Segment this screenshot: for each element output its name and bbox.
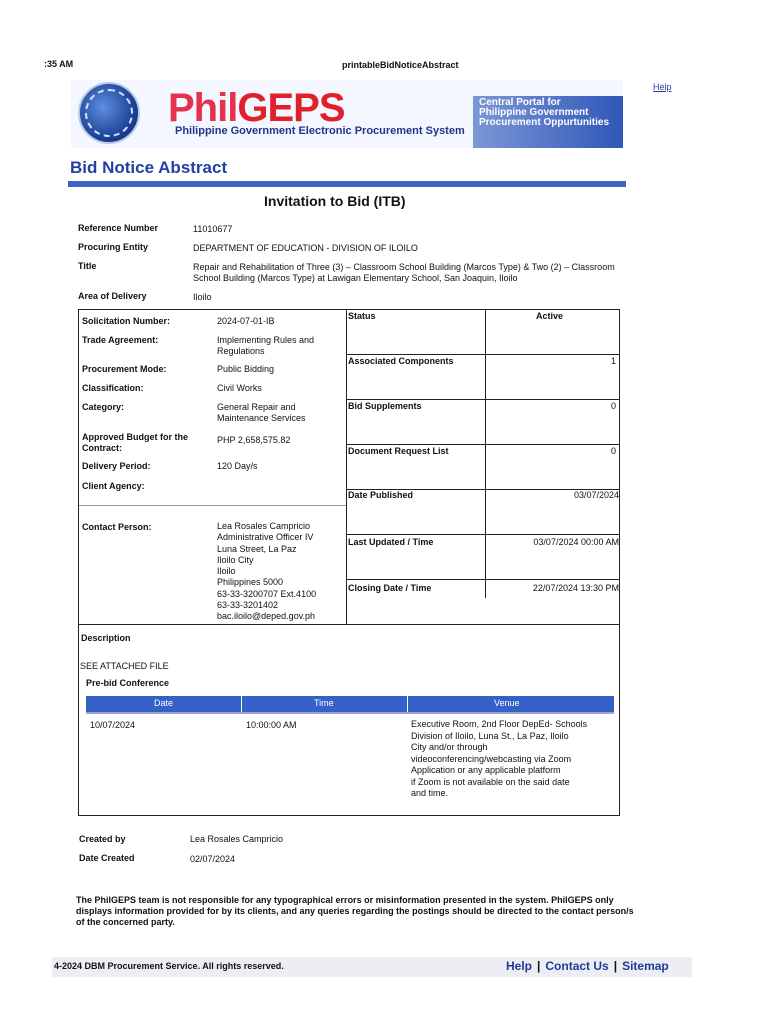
document-request-list-value: 0	[610, 446, 616, 456]
status-value: Active	[536, 311, 564, 321]
notice-type-heading: Invitation to Bid (ITB)	[264, 193, 406, 209]
prebid-header-venue: Venue	[494, 698, 520, 708]
client-agency-label: Client Agency:	[82, 481, 145, 491]
contact-fax: 63-33-3201402	[217, 600, 279, 611]
prebid-header-time: Time	[314, 698, 334, 708]
title-label: Title	[78, 261, 97, 271]
contact-email: bac.iloilo@deped.gov.ph	[217, 611, 316, 622]
contact-country: Philippines 5000	[217, 577, 284, 588]
contact-street: Luna Street, La Paz	[217, 543, 297, 554]
contact-phone: 63-33-3200707 Ext.4100	[217, 588, 317, 599]
prebid-header-underline	[86, 712, 614, 714]
contact-city: Iloilo City	[217, 554, 254, 565]
philgeps-wordmark: PhilGEPS	[168, 86, 345, 130]
trade-agreement-label: Trade Agreement:	[82, 335, 159, 345]
print-document-title: printableBidNoticeAbstract	[342, 60, 459, 70]
last-updated-label: Last Updated / Time	[348, 537, 434, 547]
description-label: Description	[81, 633, 131, 643]
contact-name: Lea Rosales Campricio	[217, 521, 311, 531]
contact-province: Iloilo	[217, 566, 236, 577]
procuring-entity-value: DEPARTMENT OF EDUCATION - DIVISION OF ILOILO	[193, 243, 418, 253]
abc-label: Approved Budget for the Contract:	[82, 432, 188, 453]
contact-position: Administrative Officer IV	[217, 532, 314, 543]
created-by-label: Created by	[79, 834, 126, 844]
prebid-venue: Executive Room, 2nd Floor DepEd- Schools Division of Iloilo, Luna St., La Paz, Iloilo City and/or through videoconferencing/webcasting via Zoom Application or any applicable platform if Zoom is not available on the said date and time.	[411, 719, 588, 798]
philgeps-globe-logo-icon	[78, 82, 140, 144]
reference-number-label: Reference Number	[78, 223, 159, 233]
abc-value: PHP 2,658,575.82	[217, 435, 291, 445]
created-by-value: Lea Rosales Campricio	[190, 834, 284, 844]
footer-sitemap-link[interactable]: Sitemap	[622, 959, 669, 973]
closing-date-label: Closing Date / Time	[348, 583, 432, 593]
portal-tagline: Central Portal for Philippine Government Procurement Oppurtunities	[473, 96, 623, 148]
footer-help-link[interactable]: Help	[506, 959, 533, 973]
prebid-header-date: Date	[154, 698, 174, 708]
delivery-period-value: 120 Day/s	[217, 461, 258, 471]
prebid-date: 10/07/2024	[90, 720, 136, 730]
footer-contact-us-link[interactable]: Contact Us	[545, 959, 609, 973]
disclaimer-text: The PhilGEPS team is not responsible for any typographical errors or misinformation presented in the system. PhilGEPS only displays information provided for by its clients, and any queries regarding the postings should be directed to the contact person/s of the concerned party.	[76, 895, 634, 927]
date-created-value: 02/07/2024	[190, 854, 236, 864]
date-published-value: 03/07/2024	[573, 490, 619, 500]
trade-agreement-value: Implementing Rules and Regulations	[217, 335, 315, 356]
category-value: General Repair and Maintenance Services	[217, 402, 306, 423]
delivery-period-label: Delivery Period:	[82, 461, 151, 471]
document-request-list-label: Document Request List	[348, 446, 449, 456]
area-of-delivery-value: Iloilo	[193, 292, 212, 302]
closing-date-value: 22/07/2024 13:30 PM	[532, 583, 619, 593]
solicitation-number-label: Solicitation Number:	[82, 316, 171, 326]
date-created-label: Date Created	[79, 853, 135, 863]
prebid-conference-label: Pre-bid Conference	[86, 678, 170, 688]
reference-number-value: 11010677	[193, 224, 233, 234]
bid-supplements-value: 0	[610, 401, 616, 411]
status-label: Status	[348, 311, 376, 321]
description-value: SEE ATTACHED FILE	[80, 661, 169, 671]
print-time: :35 AM	[44, 59, 74, 69]
prebid-time: 10:00:00 AM	[246, 720, 297, 730]
last-updated-value: 03/07/2024 00:00 AM	[533, 537, 619, 547]
prebid-table-header	[86, 696, 614, 712]
help-link-top[interactable]: Help	[653, 82, 672, 92]
title-value: Repair and Rehabilitation of Three (3) – Classroom School Building (Marcos Type) & Two (2) – Classroom School Building (Marcos Type) at Lawigan Elementary School, San Joaquin, Iloilo	[193, 262, 615, 283]
associated-components-value: 1	[610, 356, 616, 366]
area-of-delivery-label: Area of Delivery	[78, 291, 147, 301]
procuring-entity-label: Procuring Entity	[78, 242, 149, 252]
date-published-label: Date Published	[348, 490, 414, 500]
bid-supplements-label: Bid Supplements	[348, 401, 422, 411]
classification-label: Classification:	[82, 383, 144, 393]
contact-person-label: Contact Person:	[82, 522, 152, 532]
banner-subtitle: Philippine Government Electronic Procurement System	[175, 125, 465, 137]
contact-person-details	[217, 521, 316, 623]
classification-value: Civil Works	[217, 383, 262, 393]
procurement-mode-label: Procurement Mode:	[82, 364, 167, 374]
copyright-text: 4-2024 DBM Procurement Service. All rights reserved.	[54, 961, 284, 971]
procurement-mode-value: Public Bidding	[217, 364, 275, 374]
footer-links: Help | Contact Us | Sitemap	[506, 959, 669, 973]
page-title: Bid Notice Abstract	[70, 158, 228, 177]
category-label: Category:	[82, 402, 125, 412]
associated-components-label: Associated Components	[348, 356, 454, 366]
title-divider	[68, 181, 626, 187]
solicitation-number-value: 2024-07-01-IB	[217, 316, 275, 326]
